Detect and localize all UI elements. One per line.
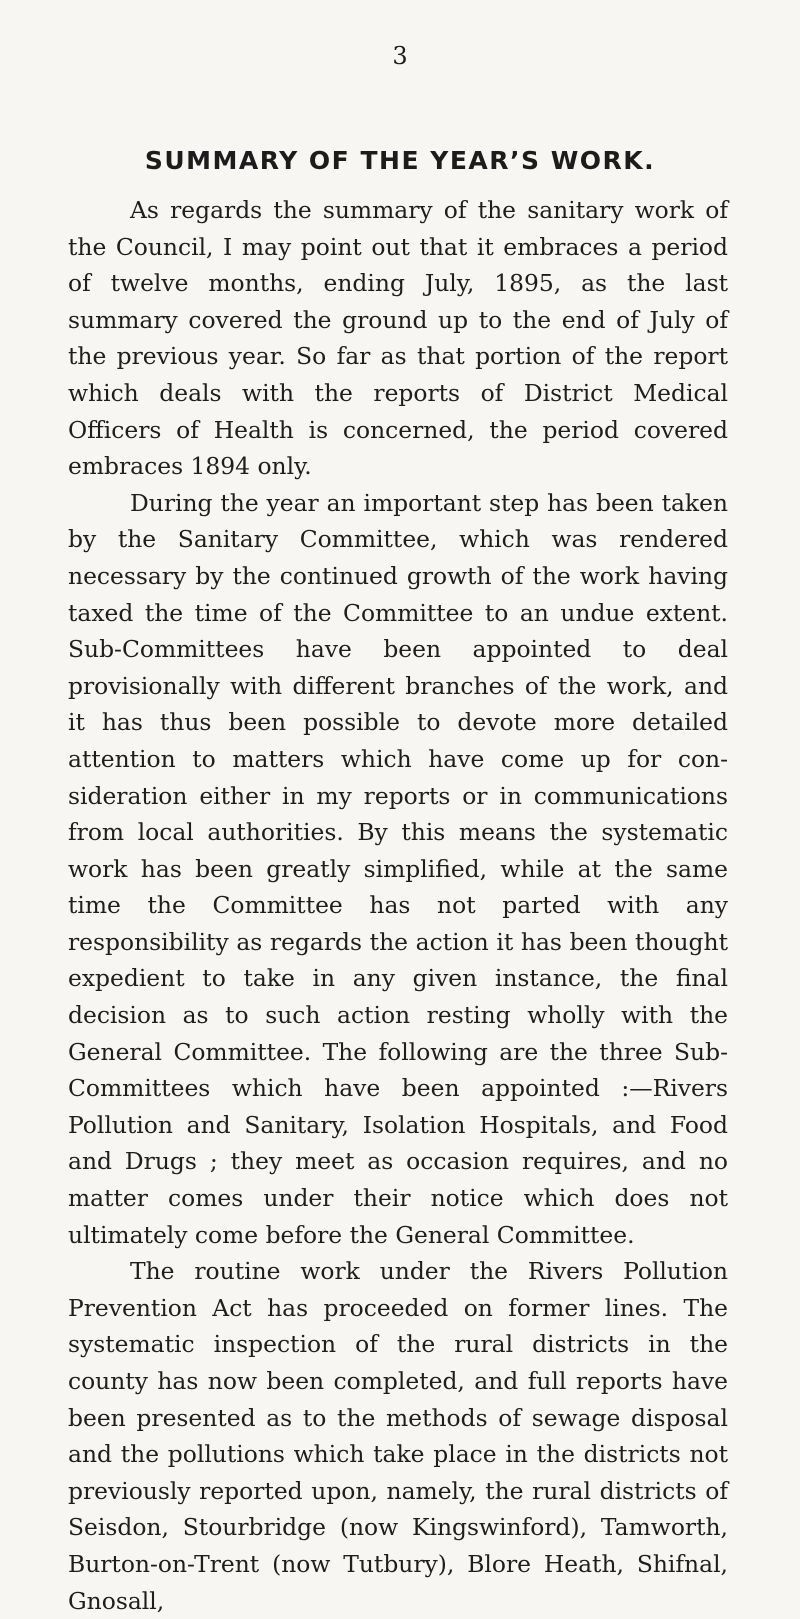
paragraph-2: During the year an important step has been taken by the Sanitary Committee, which was rendered necessary by the continued growth of the work having taxed the time of the Committee to an undue extent. Sub-Committees have been appointed to deal provisionally with different branches of the work, and it has thus been possible to devote more detailed attention to matters which have come up for con- sideration either in my reports or in communications from local authorities. By this means the systematic work has been greatly simplified, while at the same time the Committee has not parted with any responsibility as regards the action it has been thought expedient to take in any given instance, the final decision as to such action resting wholly with the General Committee. The following are the three Sub- Committees which have been appointed :—Rivers Pollution and Sanitary, Isolation Hospitals, and Food and Drugs ; they meet as occasion requires, and no matter comes under their notice which does not ultimately come before the General Committee. (68, 488, 728, 1249)
page-number: 3 (392, 42, 408, 70)
body-text (68, 192, 728, 1619)
paragraph-1: As regards the summary of the sanitary work of the Council, I may point out that it embraces a period of twelve months, ending July, 1895, as the last summary covered the ground up to the end of July of the previous year. So far as that portion of the report which deals with the reports of District Medical Officers of Health is concerned, the period covered embraces 1894 only. (68, 196, 728, 481)
section-heading: SUMMARY OF THE YEAR’S WORK. (144, 146, 656, 175)
paragraph-3: The routine work under the Rivers Pollution Prevention Act has proceeded on former lines. The systematic inspection of the rural districts in the county has now been completed, and full reports have been presented as to the methods of sewage disposal and the pollutions which take place in the districts not previously reported upon, namely, the rural districts of Seisdon, Stourbridge (now Kingswinford), Tamworth, Burton-on-Trent (now Tutbury), Blore Heath, Shifnal, Gnosall, (68, 1257, 728, 1615)
